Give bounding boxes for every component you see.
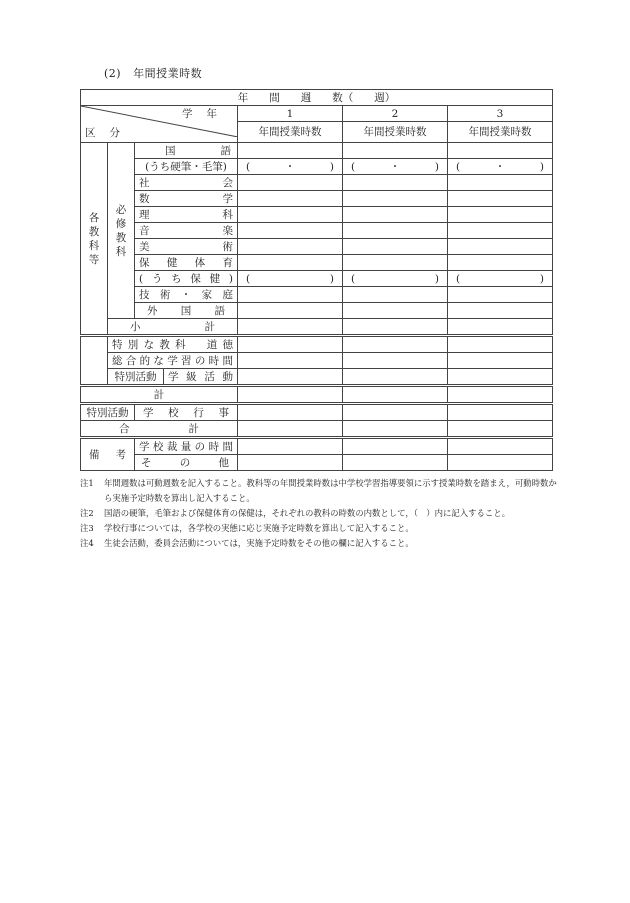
cell-doutoku-2[interactable] bbox=[343, 336, 448, 353]
cell-grand-2[interactable] bbox=[343, 421, 448, 438]
cell-gakkyu-3[interactable] bbox=[448, 369, 553, 386]
cell-sairyou-1[interactable] bbox=[238, 438, 343, 455]
cell-ongaku-1[interactable] bbox=[238, 223, 343, 239]
cell-sougou-1[interactable] bbox=[238, 353, 343, 369]
subject-shakai: 社会 bbox=[135, 175, 238, 191]
subject-bijutsu: 美術 bbox=[135, 239, 238, 255]
cell-hoken-1[interactable] bbox=[238, 255, 343, 271]
group-spacer bbox=[81, 336, 108, 386]
cell-sonota-1[interactable] bbox=[238, 455, 343, 471]
label-gakko-gyoji: 学校行事 bbox=[135, 404, 238, 421]
row-subtotal bbox=[81, 319, 553, 336]
grand-total-label: 合計 bbox=[81, 421, 238, 438]
cell-rika-1[interactable] bbox=[238, 207, 343, 223]
row-bijutsu bbox=[81, 239, 553, 255]
cell-kokugo-2[interactable] bbox=[343, 143, 448, 159]
section-title: 年間授業時数 bbox=[133, 67, 203, 80]
cell-rika-2[interactable] bbox=[343, 207, 448, 223]
cell-sonota-2[interactable] bbox=[343, 455, 448, 471]
cell-gakkyu-1[interactable] bbox=[238, 369, 343, 386]
cell-subtotal-1[interactable] bbox=[238, 319, 343, 336]
cell-shakai-1[interactable] bbox=[238, 175, 343, 191]
diagonal-header-cell bbox=[81, 106, 238, 143]
column-label-1: 年間授業時数 bbox=[238, 122, 343, 143]
cell-subtotal-2[interactable] bbox=[343, 319, 448, 336]
subject-kokugo-sub: (うち硬筆・毛筆) bbox=[135, 159, 238, 175]
cell-shakai-2[interactable] bbox=[343, 175, 448, 191]
cell-hoken-sub-1[interactable]: ( ) bbox=[238, 271, 343, 287]
cell-sairyou-3[interactable] bbox=[448, 438, 553, 455]
subject-sugaku: 数学 bbox=[135, 191, 238, 207]
cell-gaikokugo-3[interactable] bbox=[448, 303, 553, 319]
group-label-kakukyouka: 各 教 科 等 bbox=[81, 143, 108, 336]
label-tokkatsu-2: 特別活動 bbox=[81, 404, 135, 421]
cell-kokugo-sub-2[interactable]: ( ・ ) bbox=[343, 159, 448, 175]
cell-ongaku-2[interactable] bbox=[343, 223, 448, 239]
cell-hoken-sub-3[interactable]: ( ) bbox=[448, 271, 553, 287]
cell-ongaku-3[interactable] bbox=[448, 223, 553, 239]
weeks-row bbox=[81, 90, 553, 106]
cell-hoken-sub-2[interactable]: ( ) bbox=[343, 271, 448, 287]
year-1-header: 1 bbox=[238, 106, 343, 122]
row-gijutsu bbox=[81, 287, 553, 303]
row-kokugo-sub bbox=[81, 159, 553, 175]
cell-gyoji-1[interactable] bbox=[238, 404, 343, 421]
cell-sonota-3[interactable] bbox=[448, 455, 553, 471]
cell-gijutsu-1[interactable] bbox=[238, 287, 343, 303]
cell-kokugo-sub-3[interactable]: ( ・ ) bbox=[448, 159, 553, 175]
subject-hoken-sub: (うち保健) bbox=[135, 271, 238, 287]
row-hoken-sub bbox=[81, 271, 553, 287]
note-4: 注4 生徒会活動，委員会活動については，実施予定時数をその他の欄に記入すること。 bbox=[80, 538, 414, 548]
subject-rika: 理科 bbox=[135, 207, 238, 223]
cell-sugaku-3[interactable] bbox=[448, 191, 553, 207]
note-2: 注2 国語の硬筆，毛筆および保健体育の保健は，それぞれの教科の時数の内数として，（ ）内に記入すること。 bbox=[80, 508, 511, 518]
cell-sugaku-2[interactable] bbox=[343, 191, 448, 207]
cell-total-1[interactable] bbox=[238, 386, 343, 404]
row-gaikokugo bbox=[81, 303, 553, 319]
cell-bijutsu-3[interactable] bbox=[448, 239, 553, 255]
gakunen-label: 学年 bbox=[182, 108, 231, 120]
cell-gaikokugo-2[interactable] bbox=[343, 303, 448, 319]
label-doutoku: 特別な教科 道徳 bbox=[108, 336, 238, 353]
cell-grand-3[interactable] bbox=[448, 421, 553, 438]
year-3-header: 3 bbox=[448, 106, 553, 122]
weeks-header: 年 間 週 数（ 週） bbox=[81, 90, 553, 106]
row-shakai bbox=[81, 175, 553, 191]
cell-kokugo-sub-1[interactable]: ( ・ ) bbox=[238, 159, 343, 175]
label-sairyou: 学校裁量の時間 bbox=[135, 438, 238, 455]
cell-hoken-3[interactable] bbox=[448, 255, 553, 271]
subject-gijutsu: 技術・家庭 bbox=[135, 287, 238, 303]
label-sonota: その他 bbox=[135, 455, 238, 471]
row-sugaku bbox=[81, 191, 553, 207]
label-tokkatsu: 特別活動 bbox=[108, 369, 164, 386]
row-doutoku bbox=[81, 336, 553, 353]
cell-gyoji-3[interactable] bbox=[448, 404, 553, 421]
cell-total-2[interactable] bbox=[343, 386, 448, 404]
row-ongaku bbox=[81, 223, 553, 239]
subject-kokugo: 国語 bbox=[135, 143, 238, 159]
row-gakko-gyoji bbox=[81, 404, 553, 421]
cell-shakai-3[interactable] bbox=[448, 175, 553, 191]
cell-doutoku-1[interactable] bbox=[238, 336, 343, 353]
cell-rika-3[interactable] bbox=[448, 207, 553, 223]
cell-kokugo-3[interactable] bbox=[448, 143, 553, 159]
cell-sugaku-1[interactable] bbox=[238, 191, 343, 207]
cell-sougou-2[interactable] bbox=[343, 353, 448, 369]
year-row bbox=[81, 106, 553, 122]
cell-gakkyu-2[interactable] bbox=[343, 369, 448, 386]
note-3: 注3 学校行事については，各学校の実態に応じ実施予定時数を算出して記入すること。 bbox=[80, 523, 414, 533]
subtotal-label: 小計 bbox=[108, 319, 238, 336]
cell-bijutsu-1[interactable] bbox=[238, 239, 343, 255]
cell-grand-1[interactable] bbox=[238, 421, 343, 438]
label-gakkyu: 学級活動 bbox=[164, 369, 238, 386]
cell-total-3[interactable] bbox=[448, 386, 553, 404]
annual-hours-table bbox=[80, 89, 553, 471]
row-gakkyu bbox=[81, 369, 553, 386]
cell-hoken-2[interactable] bbox=[343, 255, 448, 271]
cell-bijutsu-2[interactable] bbox=[343, 239, 448, 255]
cell-doutoku-3[interactable] bbox=[448, 336, 553, 353]
row-total bbox=[81, 386, 553, 404]
cell-sougou-3[interactable] bbox=[448, 353, 553, 369]
row-rika bbox=[81, 207, 553, 223]
cell-gijutsu-3[interactable] bbox=[448, 287, 553, 303]
year-2-header: 2 bbox=[343, 106, 448, 122]
cell-sairyou-2[interactable] bbox=[343, 438, 448, 455]
section-heading bbox=[104, 65, 202, 81]
cell-gijutsu-2[interactable] bbox=[343, 287, 448, 303]
label-sougou: 総合的な学習の時間 bbox=[108, 353, 238, 369]
subject-gaikokugo: 外国語 bbox=[135, 303, 238, 319]
biko-label: 備考 bbox=[81, 438, 135, 471]
section-number: (2) bbox=[104, 67, 122, 80]
row-sonota bbox=[81, 455, 553, 471]
row-hoken bbox=[81, 255, 553, 271]
subject-ongaku: 音楽 bbox=[135, 223, 238, 239]
column-label-3: 年間授業時数 bbox=[448, 122, 553, 143]
row-sougou bbox=[81, 353, 553, 369]
cell-subtotal-3[interactable] bbox=[448, 319, 553, 336]
row-kokugo bbox=[81, 143, 553, 159]
row-sairyou bbox=[81, 438, 553, 455]
total-label: 計 bbox=[81, 386, 238, 404]
subject-hoken: 保健体育 bbox=[135, 255, 238, 271]
group-label-hisshu: 必 修 教 科 bbox=[108, 143, 135, 319]
kubun-label: 区分 bbox=[85, 127, 134, 139]
cell-gyoji-2[interactable] bbox=[343, 404, 448, 421]
cell-gaikokugo-1[interactable] bbox=[238, 303, 343, 319]
notes-section bbox=[80, 476, 560, 551]
cell-kokugo-1[interactable] bbox=[238, 143, 343, 159]
row-grand-total bbox=[81, 421, 553, 438]
column-label-2: 年間授業時数 bbox=[343, 122, 448, 143]
note-1: 注1 年間週数は可動週数を記入すること。教科等の年間授業時数は中学校学習指導要領に示す授業時数を踏まえ，可動時数から実施予定時数を算出し記入すること。 bbox=[80, 478, 557, 503]
